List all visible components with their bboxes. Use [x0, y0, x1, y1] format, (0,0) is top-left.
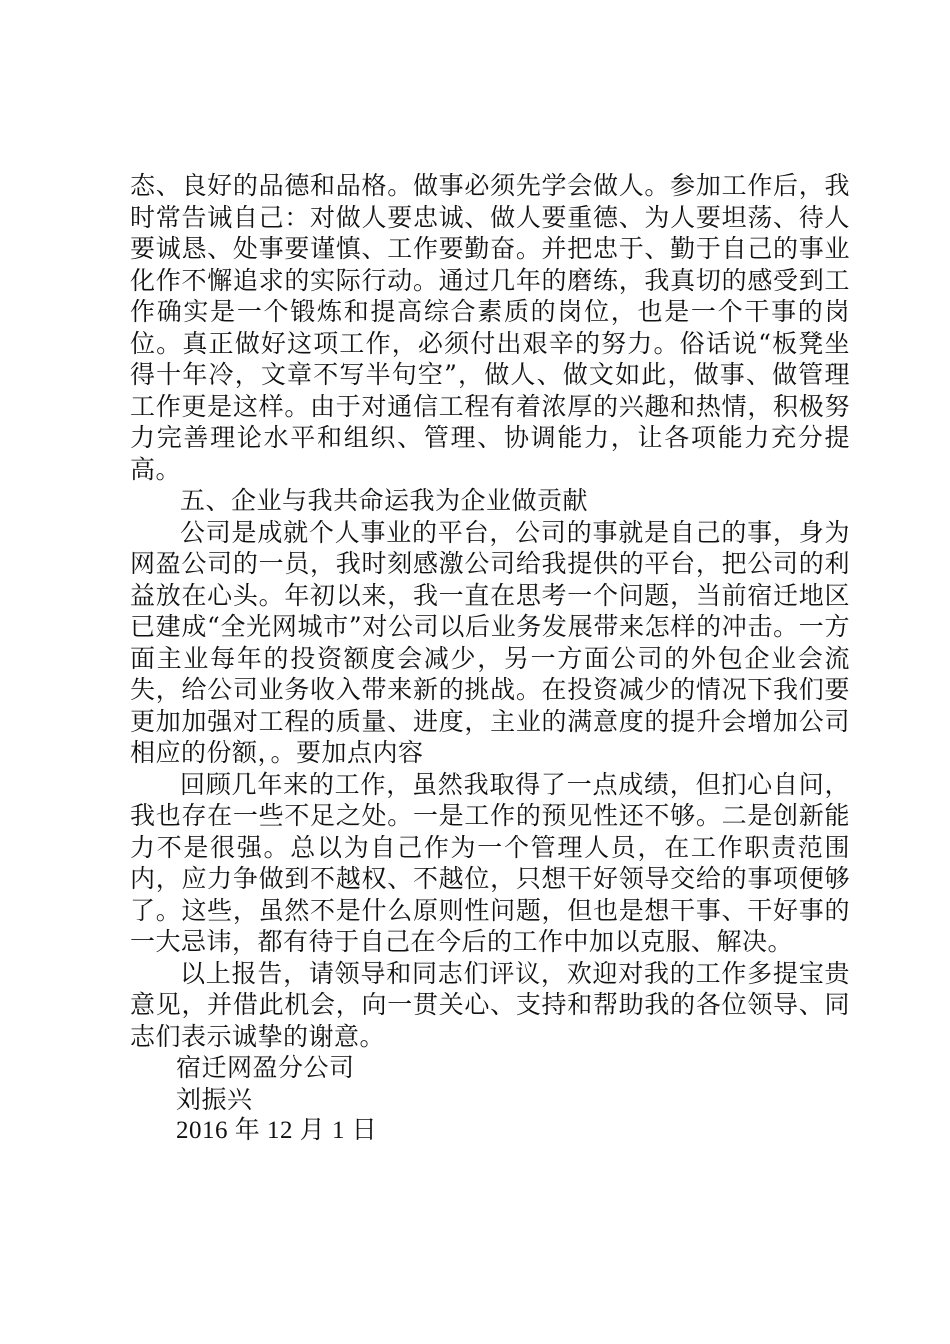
paragraph-review: 回顾几年来的工作，虽然我取得了一点成绩，但扪心自问，我也存在一些不足之处。一是工作的预见性还不够。二是创新能力不是很强。总以为自己作为一个管理人员，在工作职责范围内，应力争做到不越权、不越位，只想干好领导交给的事项便够了。这些，虽然不是什么原则性问题，但也是想干事、干好事的一大忌讳，都有待于自己在今后的工作中加以克服、解决。: [130, 769, 850, 956]
signature-date: 2016 年 12 月 1 日: [176, 1117, 378, 1144]
paragraph-company: 公司是成就个人事业的平台，公司的事就是自己的事，身为网盈公司的一员，我时刻感激公司给我提供的平台，把公司的利益放在心头。年初以来，我一直在思考一个问题，当前宿迁地区已建成“全光网城市”对公司以后业务发展带来怎样的冲击。一方面主业每年的投资额度会减少，另一方面公司的外包企业会流失，给公司业务收入带来新的挑战。在投资减少的情况下我们要更加加强对工程的质量、进度，主业的满意度的提升会增加公司相应的份额，。要加点内容: [130, 517, 850, 767]
section-heading: 五、企业与我共命运我为企业做贡献: [180, 486, 589, 515]
document-body: [130, 170, 850, 1147]
paragraph-continuation: 态、良好的品德和品格。做事必须先学会做人。参加工作后，我时常告诫自己：对做人要忠诚、做人要重德、为人要坦荡、待人要诚恳、处事要谨慎、工作要勤奋。并把忠于、勤于自己的事业化作不懈追求的实际行动。通过几年的磨练，我真切的感受到工作确实是一个锻炼和提高综合素质的岗位，也是一个干事的岗位。真正做好这项工作，必须付出艰辛的努力。俗话说“板凳坐得十年冷，文章不写半句空”，做人、做文如此，做事、做管理工作更是这样。由于对通信工程有着浓厚的兴趣和热情，积极努力完善理论水平和组织、管理、协调能力，让各项能力充分提高。: [130, 171, 850, 484]
signature-name: 刘振兴: [176, 1084, 253, 1114]
paragraph-closing: 以上报告，请领导和同志们评议，欢迎对我的工作多提宝贵意见，并借此机会，向一贯关心、支持和帮助我的各位领导、同志们表示诚挚的谢意。: [130, 958, 850, 1051]
signature-company: 宿迁网盈分公司: [176, 1053, 355, 1082]
